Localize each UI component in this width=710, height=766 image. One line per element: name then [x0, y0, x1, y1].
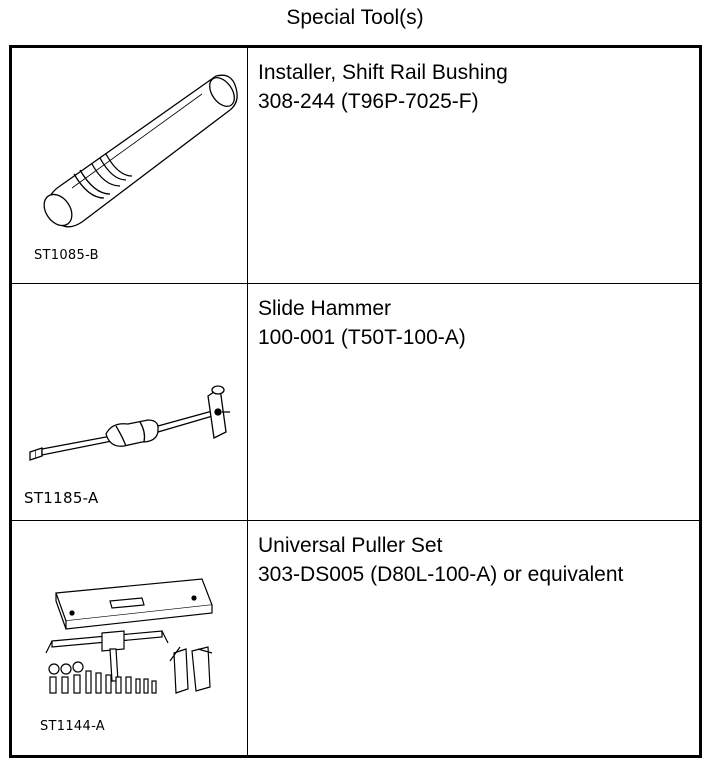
tool-description [258, 294, 695, 352]
page-title: Special Tool(s) [286, 6, 424, 29]
tool-code: ST1185-A [24, 489, 99, 507]
slide-hammer-icon [12, 284, 248, 520]
tool-description [258, 531, 695, 589]
tool-part-number: 100-001 (T50T-100-A) [258, 326, 466, 349]
tool-description [258, 58, 695, 116]
table-row [12, 284, 699, 521]
tool-part-number: 303-DS005 (D80L-100-A) or equivalent [258, 563, 624, 586]
table-row [12, 521, 699, 755]
table-row [12, 48, 699, 284]
tool-image-cell [12, 284, 248, 520]
tool-image-cell [12, 521, 248, 755]
tool-name: Slide Hammer [258, 297, 392, 320]
special-tools-table [9, 45, 702, 758]
tool-name: Installer, Shift Rail Bushing [258, 61, 508, 84]
tool-name: Universal Puller Set [258, 534, 443, 557]
tool-code: ST1144-A [40, 719, 105, 734]
tool-image-cell [12, 48, 248, 283]
tool-code: ST1085-B [34, 248, 99, 263]
tool-part-number: 308-244 (T96P-7025-F) [258, 90, 479, 113]
